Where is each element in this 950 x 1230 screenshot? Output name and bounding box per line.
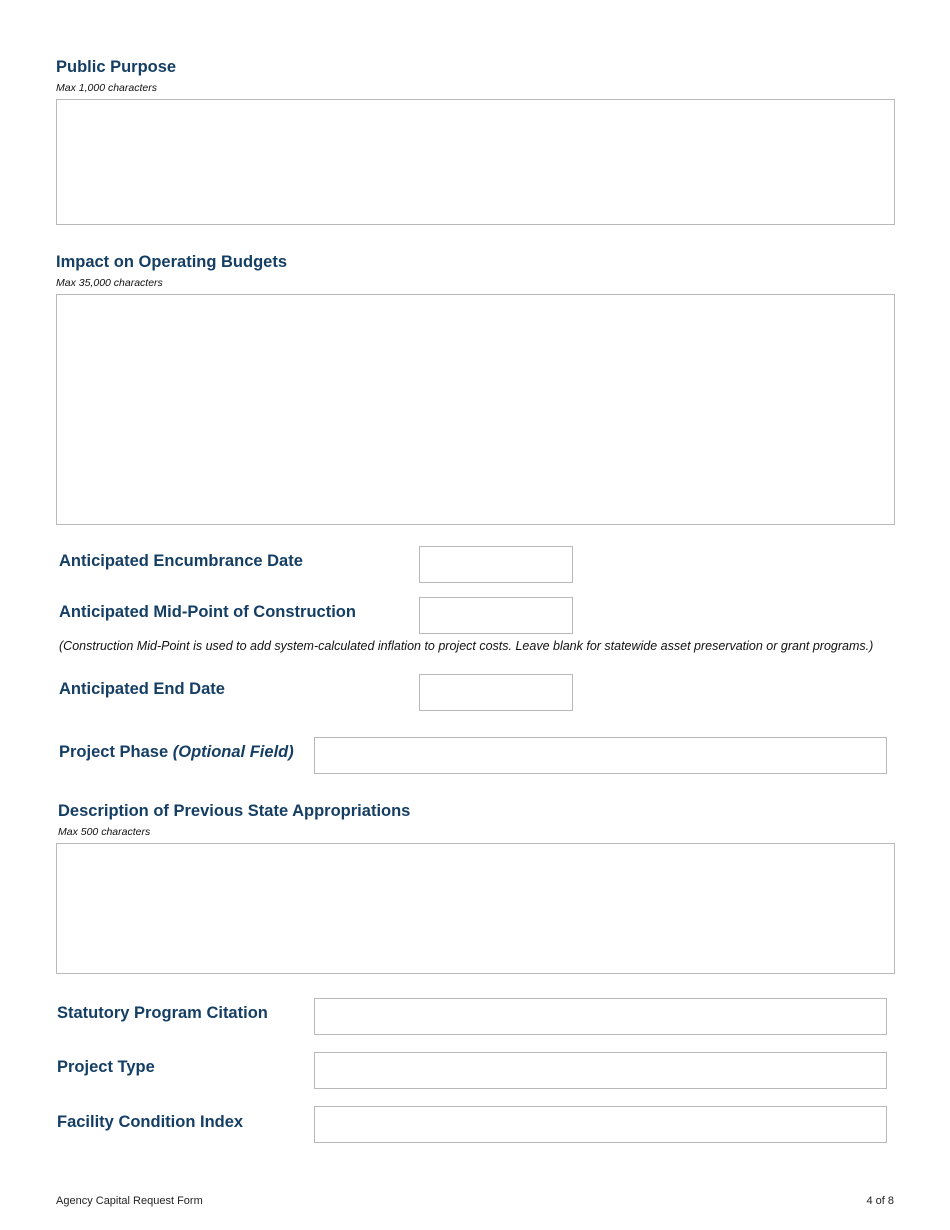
previous-appropriations-textarea[interactable] [56, 843, 895, 974]
encumbrance-date-input[interactable] [419, 546, 573, 583]
impact-operating-budgets-textarea[interactable] [56, 294, 895, 525]
end-date-input[interactable] [419, 674, 573, 711]
end-date-label: Anticipated End Date [59, 680, 225, 698]
facility-condition-index-label: Facility Condition Index [57, 1113, 244, 1131]
project-phase-label-text: Project Phase [59, 743, 169, 761]
mid-point-label: Anticipated Mid-Point of Construction [59, 603, 356, 621]
project-type-label: Project Type [57, 1058, 155, 1076]
mid-point-note: (Construction Mid-Point is used to add system-calculated inflation to project costs. Leave blank for statewide asset preservation or grant programs.) [59, 639, 874, 653]
facility-condition-index-input[interactable] [314, 1106, 887, 1143]
impact-operating-budgets-label: Impact on Operating Budgets [56, 253, 288, 271]
project-phase-optional-text: (Optional Field) [172, 743, 294, 761]
project-phase-input[interactable] [314, 737, 887, 774]
public-purpose-hint: Max 1,000 characters [56, 82, 157, 94]
public-purpose-label: Public Purpose [56, 58, 177, 76]
statutory-citation-input[interactable] [314, 998, 887, 1035]
footer-form-name: Agency Capital Request Form [56, 1195, 203, 1207]
public-purpose-textarea[interactable] [56, 99, 895, 225]
footer-page-indicator: 4 of 8 [866, 1195, 894, 1207]
mid-point-input[interactable] [419, 597, 573, 634]
encumbrance-date-label: Anticipated Encumbrance Date [59, 552, 303, 570]
project-phase-label [59, 743, 294, 762]
statutory-citation-label: Statutory Program Citation [57, 1004, 268, 1022]
project-type-input[interactable] [314, 1052, 887, 1089]
previous-appropriations-hint: Max 500 characters [58, 826, 151, 838]
previous-appropriations-label: Description of Previous State Appropriations [58, 802, 411, 820]
impact-operating-budgets-hint: Max 35,000 characters [56, 277, 163, 289]
